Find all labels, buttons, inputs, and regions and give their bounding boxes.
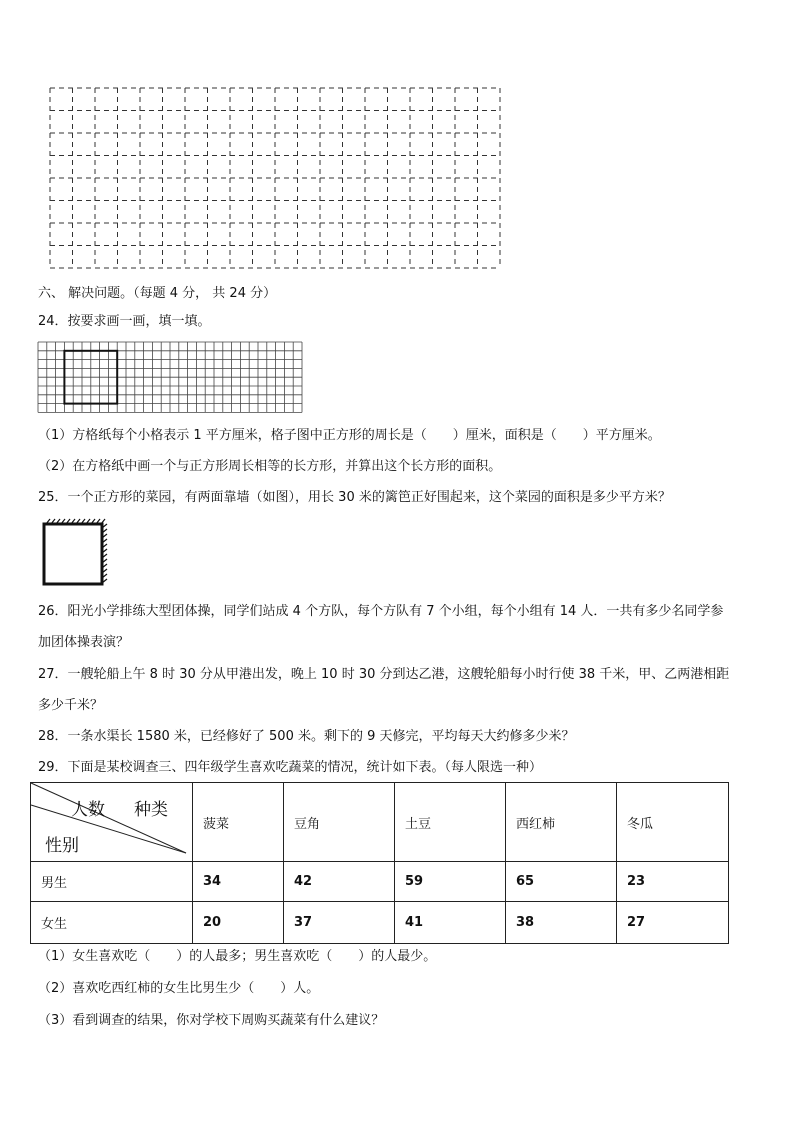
q28-stem: 28．一条水渠长 1580 米，已经修好了 500 米。剩下的 9 天修完，平均每天大约修多少米？ (38, 729, 575, 744)
corner-people-label: 人数 (71, 800, 105, 820)
q29-stem: 29．下面是某校调查三、四年级学生喜欢吃蔬菜的情况，统计如下表。（每人限选一种） (38, 760, 543, 775)
column-header: 豆角 (284, 783, 395, 862)
table-row (31, 862, 729, 902)
table-cell: 23 (617, 862, 729, 902)
table-cell: 42 (284, 862, 395, 902)
square-grid-figure (0, 0, 794, 420)
table-cell: 37 (284, 902, 395, 944)
table-cell: 38 (506, 902, 617, 944)
row-label: 男生 (31, 862, 193, 902)
table-cell: 34 (193, 862, 284, 902)
q27-line1: 27．一艘轮船上午 8 时 30 分从甲港出发，晚上 10 时 30 分到达乙港，这艘轮船每小时行使 38 千米，甲、乙两港相距 (38, 667, 730, 682)
corner-kind-label: 种类 (134, 800, 168, 820)
table-cell: 59 (395, 862, 506, 902)
garden-figure (40, 518, 112, 590)
q25-stem: 25．一个正方形的菜园，有两面靠墙（如图），用长 30 米的篱笆正好围起来，这个菜园的面积是多少平方米？ (38, 490, 671, 505)
corner-gender-label: 性别 (45, 836, 79, 856)
q24-part2: （2）在方格纸中画一个与正方形周长相等的长方形，并算出这个长方形的面积。 (38, 459, 502, 474)
q27-line2: 多少千米？ (38, 698, 104, 713)
table-row (31, 902, 729, 944)
column-header: 土豆 (395, 783, 506, 862)
q29-part1: （1）女生喜欢吃（ ）的人最多；男生喜欢吃（ ）的人最少。 (38, 949, 437, 964)
q29-part2: （2）喜欢吃西红柿的女生比男生少（ ）人。 (38, 981, 320, 996)
table-cell: 41 (395, 902, 506, 944)
q29-part3: （3）看到调查的结果，你对学校下周购买蔬菜有什么建议？ (38, 1013, 385, 1028)
section-title: 六、 解决问题。（每题 4 分， 共 24 分） (38, 286, 277, 301)
column-header: 菠菜 (193, 783, 284, 862)
column-header: 西红柿 (506, 783, 617, 862)
q26-line2: 加团体操表演？ (38, 635, 130, 650)
row-label: 女生 (31, 902, 193, 944)
q24-stem: 24．按要求画一画，填一填。 (38, 314, 211, 329)
column-header: 冬瓜 (617, 783, 729, 862)
q26-line1: 26．阳光小学排练大型团体操，同学们站成 4 个方队，每个方队有 7 个小组，每个小组有 14 人．一共有多少名同学参 (38, 604, 724, 619)
vegetable-table (30, 782, 729, 944)
table-corner-header (31, 783, 193, 862)
table-cell: 65 (506, 862, 617, 902)
table-cell: 20 (193, 902, 284, 944)
q24-part1: （1）方格纸每个小格表示 1 平方厘米，格子图中正方形的周长是（ ）厘米，面积是（ ）平方厘米。 (38, 428, 661, 443)
table-cell: 27 (617, 902, 729, 944)
